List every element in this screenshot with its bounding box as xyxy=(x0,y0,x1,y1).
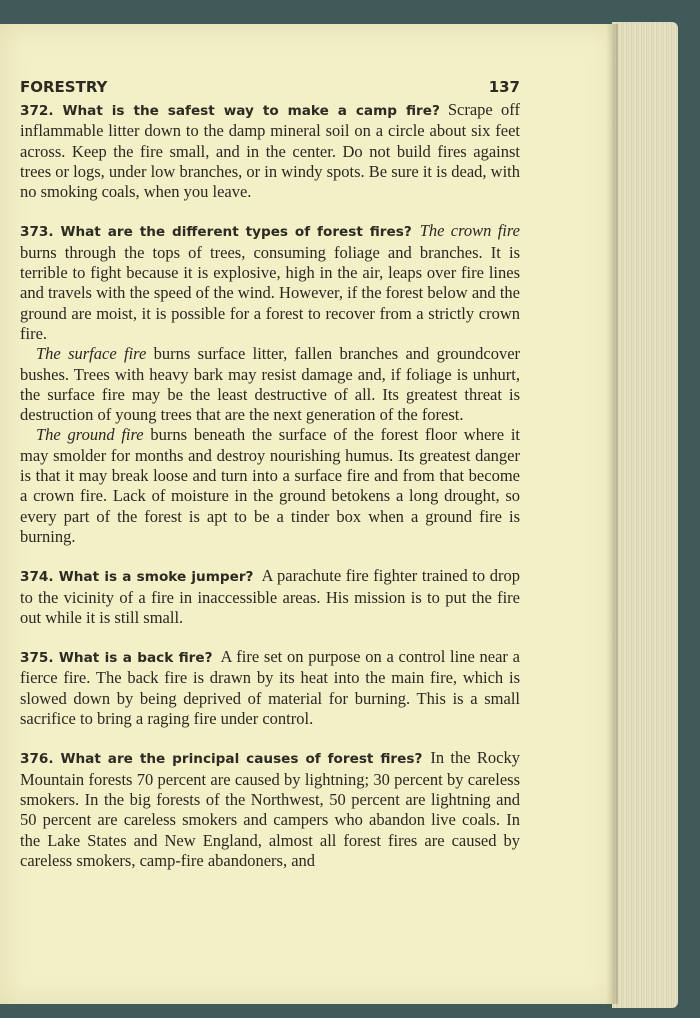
page-body xyxy=(20,100,520,890)
qa-item-372 xyxy=(20,100,520,202)
section-title: FORESTRY xyxy=(20,78,108,96)
qa-item-375 xyxy=(20,647,520,729)
qa-item-376 xyxy=(20,748,520,871)
running-header xyxy=(20,78,520,96)
answer-text: burns through the tops of trees, consuming foliage and branches. It is terrible to fight because it is explosive, high in the air, leaps over fire lines and travels with the speed of the wind. However, if the forest below and the ground are moist, it is possible for a forest to recover from a strictly crown fire. xyxy=(20,242,520,343)
question-heading: 373. What are the different types of forest fires? xyxy=(20,224,412,241)
page-number: 137 xyxy=(488,78,520,96)
question-heading: 372. What is the safest way to make a camp fire? xyxy=(20,103,440,119)
qa-item-373 xyxy=(20,221,520,547)
question-heading: 374. What is a smoke jumper? xyxy=(20,569,254,586)
term-surface-fire: The surface fire xyxy=(36,344,147,364)
question-heading: 376. What are the principal causes of forest fires? xyxy=(20,751,423,768)
answer-text: burns beneath the surface of the forest floor where it may smolder for months and destroy nourishing humus. Its greatest danger is that it may break loose and turn into a surface fire and from that become a crown fire. Lack of moisture in the ground betokens a long drought, so every part of the forest is apt to be a tinder box when a ground fire is burning. xyxy=(20,425,521,546)
answer-text: A parachute fire fighter trained to drop to the vicinity of a fire in inaccessible areas. His mission is to put the fire out while it is still small. xyxy=(20,566,520,627)
question-heading: 375. What is a back fire? xyxy=(20,650,213,667)
answer-text: A fire set on purpose on a control line near a fierce fire. The back fire is drawn by its heat into the main fire, which is slowed down by being deprived of material for burning. This is a small sacrifice to bring a raging fire under control. xyxy=(20,647,520,729)
answer-text: burns surface litter, fallen branches and groundcover bushes. Trees with heavy bark may resist damage and, if foliage is unhurt, the surface fire may be the least destructive of all. Its greatest threat is destruction of young trees that are the next generation of the forest. xyxy=(20,344,521,425)
page-gutter-shadow xyxy=(606,24,618,1004)
answer-text: In the Rocky Mountain forests 70 percent are caused by lightning; 30 percent by careless smokers. In the big forests of the Northwest, 50 percent are lightning and 50 percent are careless smokers and campers who abandon live coals. In the Lake States and New England, almost all forest fires are caused by careless smokers, camp-fire abandoners, and xyxy=(20,748,521,870)
qa-item-374 xyxy=(20,566,520,628)
page-edges xyxy=(612,22,678,1008)
answer-text: Scrape off inflammable litter down to the damp mineral soil on a circle about six feet across. Keep the fire small, and in the center. Do not build fires against trees or logs, under low branches, or in windy spots. Be sure it is dead, with no smoking coals, when you leave. xyxy=(20,100,520,202)
term-crown-fire: The crown fire xyxy=(419,221,520,241)
term-ground-fire: The ground fire xyxy=(36,425,144,445)
